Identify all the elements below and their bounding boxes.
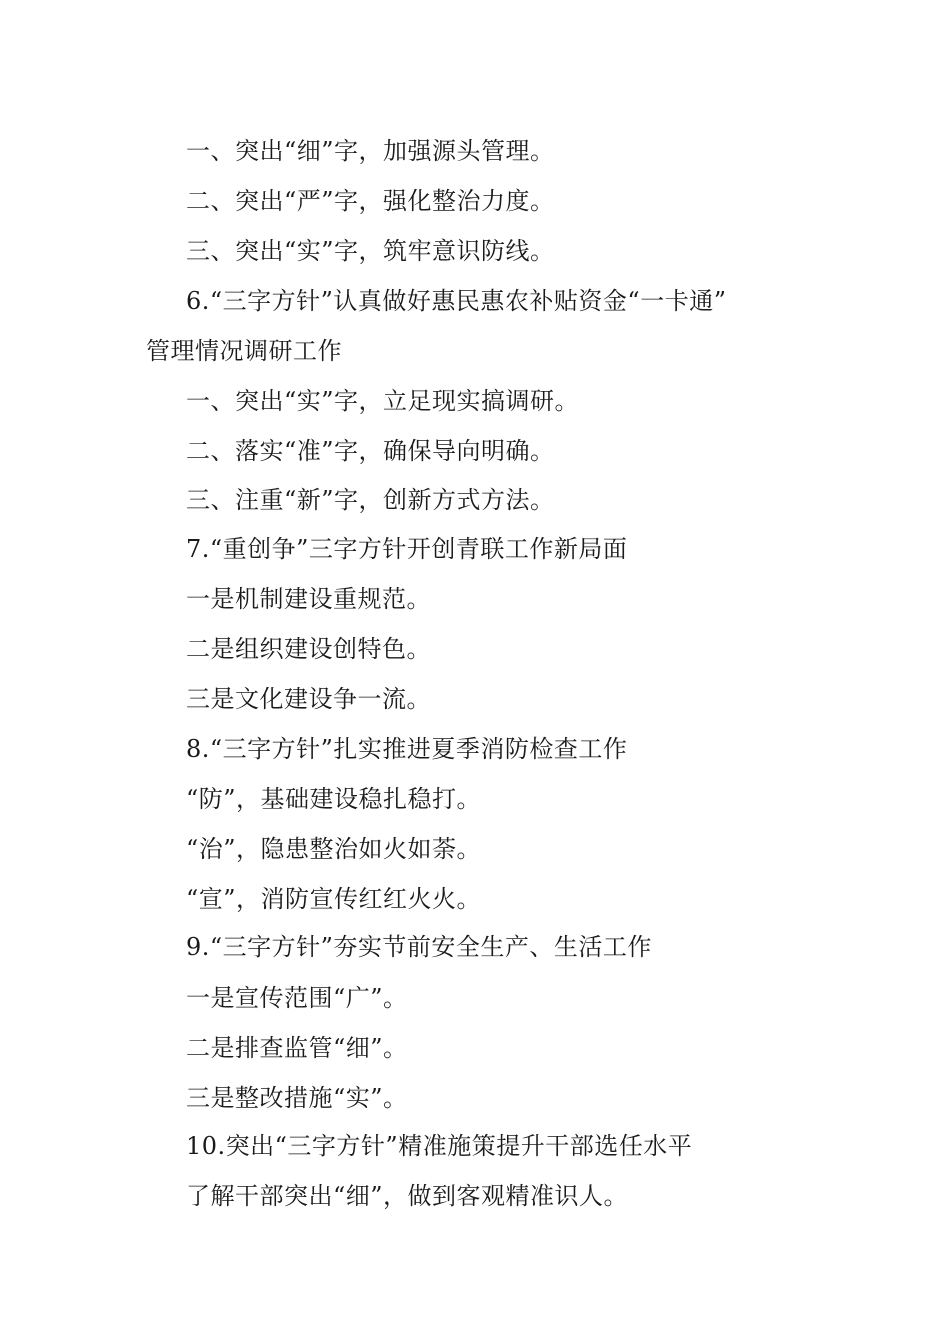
text-line-18: 一是宣传范围“广”。: [186, 984, 408, 1012]
text-line-16: “宣”，消防宣传红红火火。: [186, 885, 482, 913]
text-line-12: 三是文化建设争一流。: [186, 685, 431, 713]
text-line-22: 了解干部突出“细”，做到客观精准识人。: [186, 1182, 629, 1210]
text-line-3: 三、突出“实”字，筑牢意识防线。: [186, 237, 555, 265]
text-line-20: 三是整改措施“实”。: [186, 1084, 408, 1112]
heading-9: 9.“三字方针”夯实节前安全生产、生活工作: [186, 933, 652, 961]
text-line-8: 三、注重“新”字，创新方式方法。: [186, 486, 555, 514]
text-line-2: 二、突出“严”字，强化整治力度。: [186, 187, 555, 215]
heading-7: 7.“重创争”三字方针开创青联工作新局面: [186, 535, 628, 563]
text-line-15: “治”，隐患整治如火如荼。: [186, 835, 482, 863]
text-line-14: “防”，基础建设稳扎稳打。: [186, 785, 482, 813]
heading-6: 6.“三字方针”认真做好惠民惠农补贴资金“一卡通”: [186, 287, 727, 315]
text-line-6: 一、突出“实”字，立足现实搞调研。: [186, 387, 580, 415]
text-line-10: 一是机制建设重规范。: [186, 585, 431, 613]
heading-10: 10.突出“三字方针”精准施策提升干部选任水平: [186, 1132, 693, 1160]
text-line-7: 二、落实“准”字，确保导向明确。: [186, 437, 555, 465]
text-line-11: 二是组织建设创特色。: [186, 635, 431, 663]
heading-8: 8.“三字方针”扎实推进夏季消防检查工作: [186, 735, 628, 763]
text-line-19: 二是排查监管“细”。: [186, 1034, 408, 1062]
heading-6-continuation: 管理情况调研工作: [146, 337, 342, 365]
text-line-1: 一、突出“细”字，加强源头管理。: [186, 137, 555, 165]
